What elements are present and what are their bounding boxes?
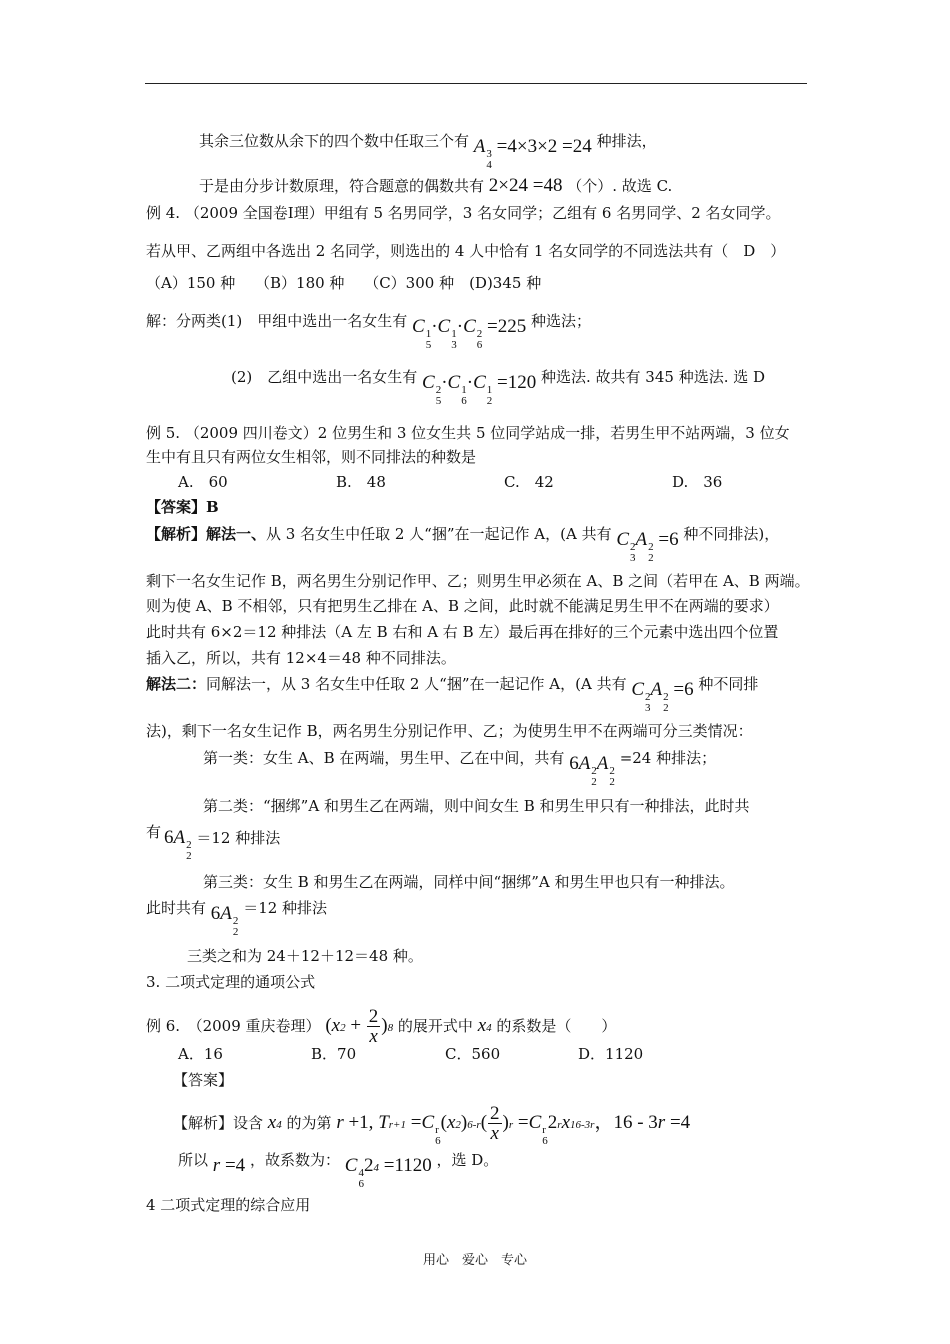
para-line: 解：分两类(1) 甲组中选出一名女生有 C 1 5 ·C 1 3 ·C 2 6 =225 种选法； — [146, 312, 592, 351]
option-b: B．70 — [311, 1045, 357, 1063]
para-line: 第三类：女生 B 和男生乙在两端，同样中间“捆绑”A 和男生甲也只有一种排法。 — [203, 873, 735, 891]
section-heading: 4 二项式定理的综合应用 — [146, 1196, 311, 1214]
formula-6a22: 6A 2 2 — [164, 827, 192, 862]
option-c: C．560 — [445, 1045, 501, 1063]
example-6-title: 例 6. （2009 重庆卷理） (x2 + $\frac{2}{x}$ )8 的展开式中 x4 的系数是（ ） — [146, 1006, 617, 1047]
header-rule — [145, 83, 807, 84]
formula-general-term: r +1, Tr+1 =C r 6 (x2)6-r( $\frac{2}{x}$ )r =C r 6 2rx16-3r，16 - 3r =4 — [336, 1103, 691, 1147]
para-line: 解法二：同解法一，从 3 名女生中任取 2 人“捆”在一起记作 A，(A 共有 C 2 3 A 2 2 =6 种不同排 — [146, 675, 759, 714]
para-line: 剩下一名女生记作 B，两名男生分别记作甲、乙；则男生甲必须在 A、B 之间（若甲在 A、B 两端。 — [146, 572, 810, 590]
answer-label: 【答案】B — [146, 498, 219, 516]
formula-r4: r =4 — [212, 1155, 246, 1176]
option-a: A．16 — [178, 1045, 223, 1063]
para-line: 其余三位数从余下的四个数中任取三个有 A 3 4 =4×3×2 =24 种排法， — [199, 132, 657, 171]
section-heading: 3. 二项式定理的通项公式 — [146, 973, 316, 991]
para-line: 则为使 A、B 不相邻，只有把男生乙排在 A、B 之间，此时就不能满足男生甲不在两端的要求） — [146, 597, 779, 615]
option-a: A. 60 — [178, 473, 228, 491]
formula-c64: C 4 6 24 =1120 — [344, 1155, 432, 1190]
para-line: 第一类：女生 A、B 在两端，男生甲、乙在中间，共有 6A 2 2 A 2 2 =24 种排法； — [203, 749, 717, 788]
para-line: 若从甲、乙两组中各选出 2 名同学，则选出的 4 人中恰有 1 名女同学的不同选法共有（ D ） — [146, 242, 786, 260]
option-d: D．1120 — [578, 1045, 644, 1063]
formula-2x24: 2×24 =48 — [488, 175, 563, 196]
para-line: 此时共有 6×2＝12 种排法（A 左 B 右和 A 右 B 左）最后再在排好的三个元素中选出四个位置 — [146, 623, 779, 641]
para-line: 法)，剩下一名女生记作 B，两名男生分别记作甲、乙；为使男生甲不在两端可分三类情况： — [146, 722, 753, 740]
para-line: 于是由分步计数原理，符合题意的偶数共有 2×24 =48 （个）. 故选 C. — [199, 175, 673, 196]
formula-a43: A 3 4 =4×3×2 =24 — [473, 136, 592, 171]
option-b: B. 48 — [336, 473, 386, 491]
formula-x4: x4 — [477, 1014, 492, 1036]
formula-c32a22-2: C 2 3 A 2 2 =6 — [631, 679, 694, 714]
para-line: 有 6A 2 2 ＝12 种排法 — [146, 823, 281, 862]
option-d: D. 36 — [672, 473, 723, 491]
formula-x4-b: x4 — [267, 1111, 282, 1133]
para-line: 此时共有 6A 2 2 ＝12 种排法 — [146, 899, 328, 938]
formula-c32a22: C 2 3 A 2 2 =6 — [616, 529, 679, 564]
example-4-title: 例 4. （2009 全国卷Ⅰ理）甲组有 5 名男同学，3 名女同学；乙组有 6 名男同学、2 名女同学。 — [146, 204, 781, 222]
para-line: 【解析】设含 x4 的为第 r +1, Tr+1 =C r 6 (x2)6-r( $\frac{2}{x}$ )r =C r 6 2rx16-3r，16 - 3r =4 — [173, 1103, 691, 1147]
para-line: 三类之和为 24＋12＋12＝48 种。 — [187, 947, 423, 965]
options-4: （A）150 种 （B）180 种 （C）300 种 (D)345 种 — [146, 274, 542, 292]
para-line: 第二类：“捆绑”A 和男生乙在两端，则中间女生 B 和男生甲只有一种排法，此时共 — [203, 797, 750, 815]
para-line: 【解析】解法一、从 3 名女生中任取 2 人“捆”在一起记作 A，(A 共有 C 2 3 A 2 2 =6 种不同排法)， — [146, 525, 780, 564]
option-c: C. 42 — [504, 473, 554, 491]
para-line: 所以 r =4 ，故系数为： C 4 6 24 =1120 ，选 D。 — [178, 1151, 499, 1190]
page-footer: 用心 爱心 专心 — [422, 1253, 527, 1268]
formula-c52c61c21: C 2 5 ·C 1 6 ·C 1 2 =120 — [422, 372, 537, 407]
formula-6a22a22: 6A 2 2 A 2 2 — [569, 753, 615, 788]
para-line: 生中有且只有两位女生相邻，则不同排法的种数是 — [146, 448, 477, 466]
para-line: (2) 乙组中选出一名女生有 C 2 5 ·C 1 6 ·C 1 2 =120 种选法. 故共有 345 种选法. 选 D — [231, 368, 766, 407]
formula-6a22-b: 6A 2 2 — [210, 903, 239, 938]
formula-binomial: (x2 + $\frac{2}{x}$ )8 — [325, 1006, 394, 1047]
answer-label: 【答案】 — [173, 1071, 234, 1089]
formula-c51c31c62: C 1 5 ·C 1 3 ·C 2 6 =225 — [412, 316, 527, 351]
example-5-title: 例 5. （2009 四川卷文）2 位男生和 3 位女生共 5 位同学站成一排，若男生甲不站两端，3 位女 — [146, 424, 790, 442]
para-line: 插入乙，所以，共有 12×4＝48 种不同排法。 — [146, 649, 456, 667]
